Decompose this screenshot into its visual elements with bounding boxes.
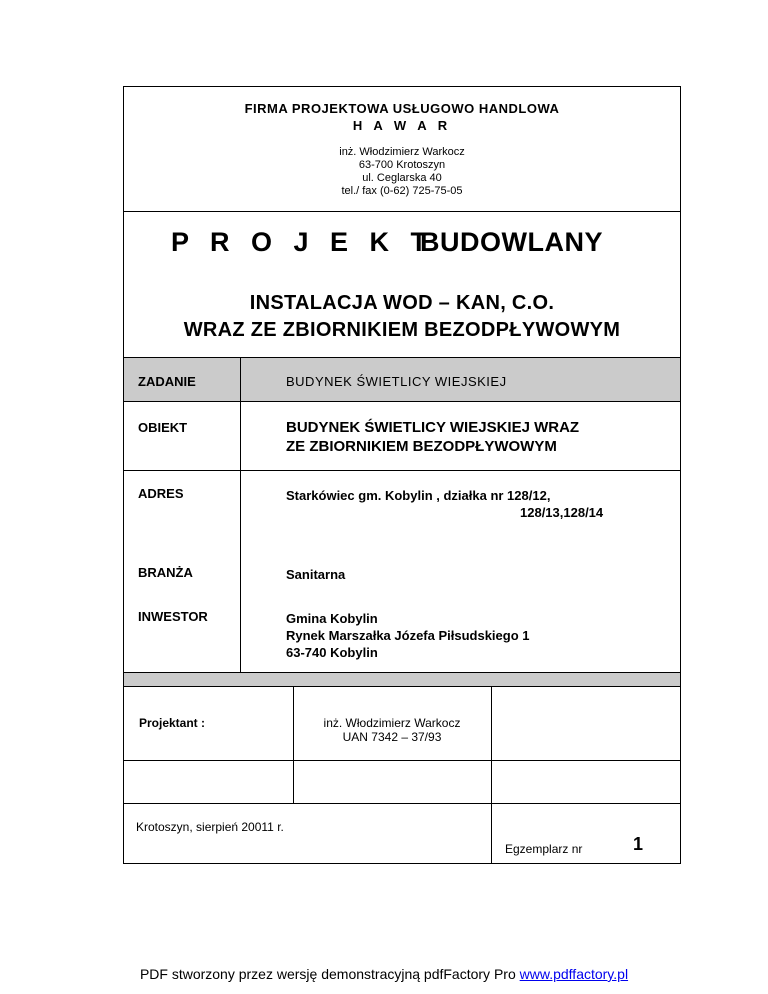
projektant-label: Projektant : [139,716,206,730]
obiekt-label: OBIEKT [138,420,188,435]
signature-section-band-border [123,686,681,687]
header-divider [123,211,681,212]
signature-row-border [123,760,681,761]
street-address: ul. Ceglarska 40 [362,172,442,184]
signature-section-top-border [123,672,681,673]
inwestor-value-line-3: 63-740 Kobylin [286,645,378,660]
adres-label: ADRES [138,486,184,501]
obiekt-row-border [123,470,681,471]
place-and-date: Krotoszyn, sierpień 20011 r. [136,820,284,834]
zadanie-label: ZADANIE [138,374,196,389]
adres-value-line-2: 128/13,128/14 [520,505,604,520]
branza-value: Sanitarna [286,567,346,582]
company-short-name: H A W A R [352,118,452,133]
pdf-footer [0,966,768,982]
adres-value-line-1: Starkówiec gm. Kobylin , działka nr 128/12, [286,488,551,503]
inwestor-label: INWESTOR [138,609,208,624]
title-page-frame [123,86,681,864]
pdffactory-link[interactable]: www.pdffactory.pl [519,966,629,982]
blank-row-border [123,803,681,804]
table-column-divider [240,358,241,672]
pdf-footer-text: PDF stworzony przez wersję demonstracyjną pdfFactory Pro [139,966,520,982]
copy-number: 1 [633,834,644,854]
title-budowlany: BUDOWLANY [420,227,603,257]
obiekt-value-line-2: ZE ZBIORNIKIEM BEZODPŁYWOWYM [286,438,557,455]
scope-line-2: WRAZ ZE ZBIORNIKIEM BEZODPŁYWOWYM [183,319,621,341]
signature-column-divider-1 [293,686,294,803]
branza-label: BRANŻA [138,565,193,580]
zadanie-row-border [123,401,681,402]
designer-license-number: UAN 7342 – 37/93 [342,730,442,744]
postal-code-city: 63-700 Krotoszyn [358,159,446,171]
company-name: FIRMA PROJEKTOWA USŁUGOWO HANDLOWA [244,101,560,116]
designer-signature-name: inż. Włodzimierz Warkocz [323,716,461,730]
copy-label: Egzemplarz nr [505,842,583,856]
section-separator-band [124,673,680,686]
signature-column-divider-2 [491,686,492,863]
inwestor-value-line-1: Gmina Kobylin [286,611,378,626]
phone-fax: tel./ fax (0-62) 725-75-05 [341,185,463,197]
designer-name: inż. Włodzimierz Warkocz [339,146,465,158]
zadanie-value: BUDYNEK ŚWIETLICY WIEJSKIEJ [286,374,507,389]
inwestor-value-line-2: Rynek Marszałka Józefa Piłsudskiego 1 [286,628,530,643]
obiekt-value-line-1: BUDYNEK ŚWIETLICY WIEJSKIEJ WRAZ [286,419,580,436]
scope-line-1: INSTALACJA WOD – KAN, C.O. [249,292,555,314]
table-top-border [123,357,681,358]
title-projekt: P R O J E K T [171,227,435,257]
